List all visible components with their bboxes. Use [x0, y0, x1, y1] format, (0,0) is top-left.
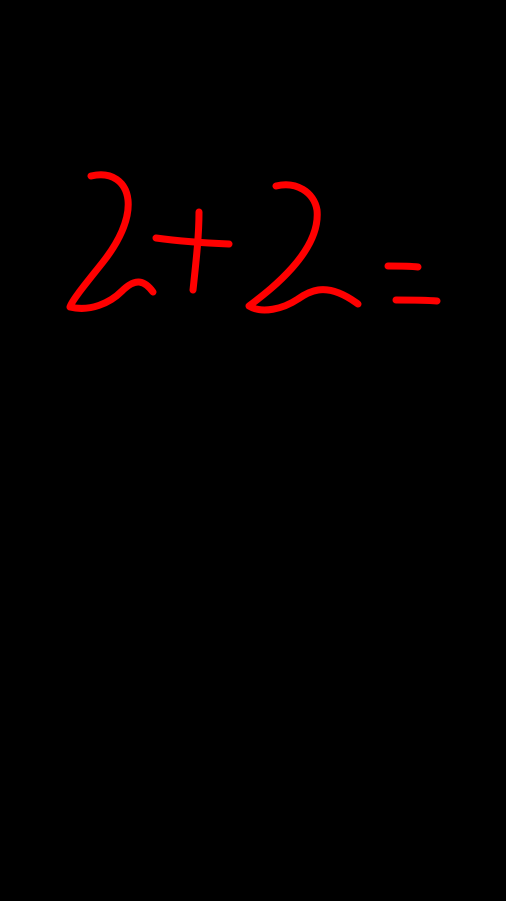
digit-two-second [249, 185, 358, 310]
equals-top-stroke [388, 266, 418, 267]
equals-bottom-stroke [396, 300, 437, 301]
plus-vertical-stroke [193, 212, 199, 290]
plus-horizontal-stroke [156, 238, 229, 244]
digit-two-first [70, 175, 153, 309]
